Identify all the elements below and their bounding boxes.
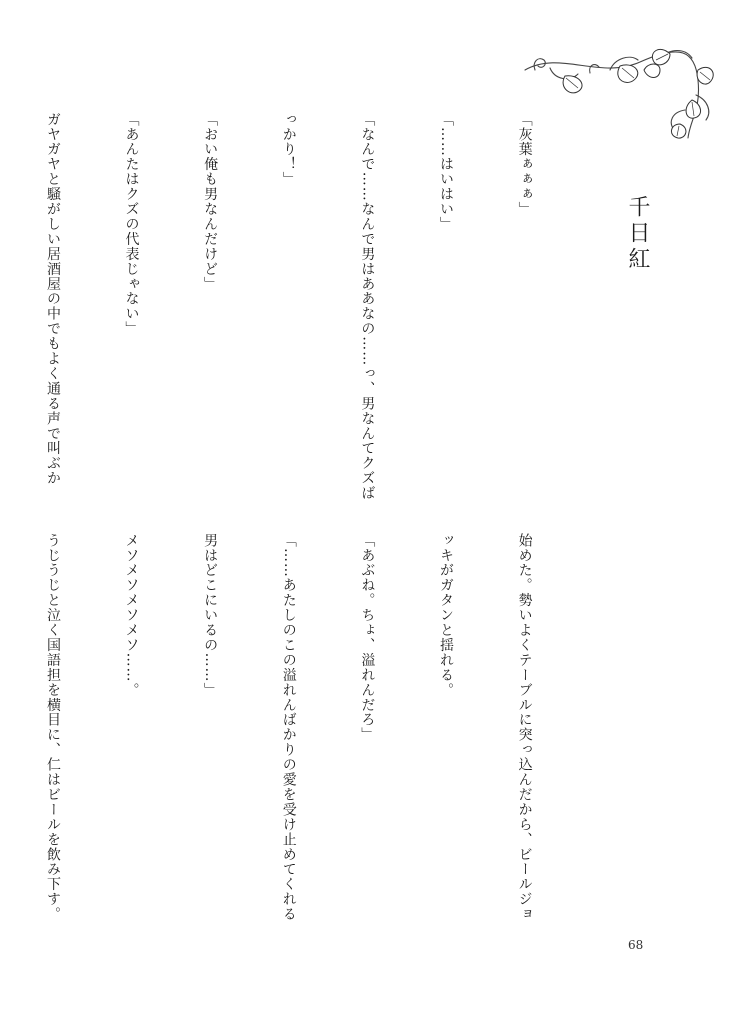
text-line: 「……あたしのこの溢れんばかりの愛を受け止めてくれる — [280, 533, 297, 922]
text-line: っかり！」 — [280, 112, 297, 187]
text-line: 「なんで……なんで男はああなの……っ、男なんてクズば — [359, 112, 376, 501]
text-block-bottom — [44, 533, 590, 925]
text-line: 「あぶね。ちょ、溢れんだろ」 — [359, 533, 376, 743]
text-line: うじうじと泣く国語担を横目に、仁はビールを飲み下す。 — [44, 533, 61, 922]
text-line: 「……はいはい」 — [437, 112, 454, 232]
text-line: 男はどこにいるの……」 — [202, 533, 219, 698]
chapter-title: 千日紅 — [625, 195, 650, 273]
text-line: 「あんたはクズの代表じゃない」 — [123, 112, 140, 337]
text-line: ッキがガタンと揺れる。 — [437, 533, 454, 698]
text-line: 「灰葉ぁぁぁ」 — [516, 112, 533, 217]
text-line: ガヤガヤと騒がしい居酒屋の中でもよく通る声で叫ぶか — [44, 112, 61, 486]
text-line: 「おい俺も男なんだけど」 — [202, 112, 219, 292]
text-block-top — [44, 112, 590, 502]
text-line: メソメソメソメソ……。 — [123, 533, 140, 698]
page-number: 68 — [628, 938, 644, 952]
text-line: 始めた。勢いよくテーブルに突っ込んだから、ビールジョ — [516, 533, 533, 922]
